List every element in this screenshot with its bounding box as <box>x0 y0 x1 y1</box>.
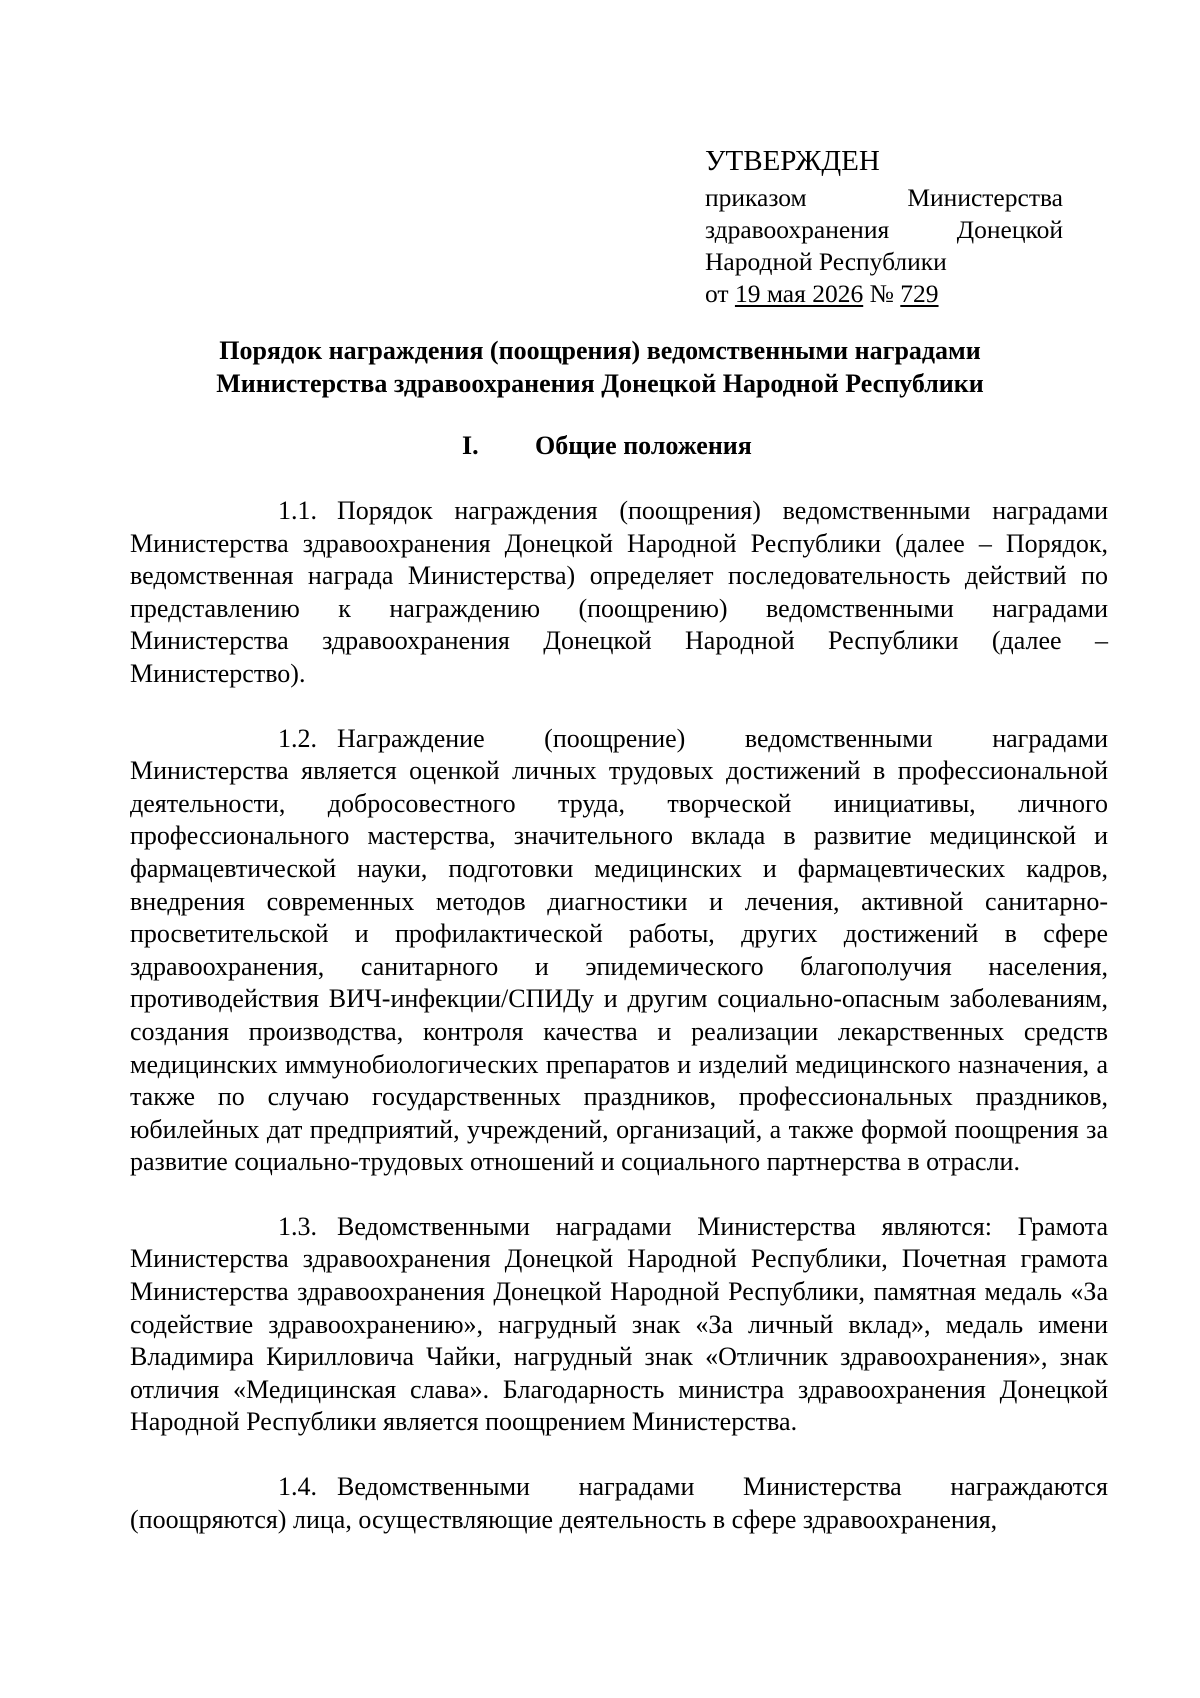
approval-date-line <box>705 278 1063 310</box>
approval-date-prefix: от <box>705 279 729 308</box>
approval-donetsk-word: Донецкой <box>956 215 1063 244</box>
section-title: Общие положения <box>535 431 752 460</box>
approval-block <box>705 142 1063 310</box>
document-body <box>130 495 1108 1568</box>
paragraph-number: 1.4. <box>278 1472 317 1502</box>
paragraph-text: Порядок награждения (поощрения) ведомственными наградами Министерства здравоохранения Донецкой Народной Республики (далее – Порядок, ведомственная награда Министерства) определяет последовательность действий по представлению к награждению (поощрению) ведомственными наградами Министерства здравоохранения Донецкой Народной Республики (далее – Министерство). <box>130 496 1108 688</box>
document-title-line-1: Порядок награждения (поощрения) ведомственными наградами <box>219 336 981 365</box>
approval-order-word: приказом <box>705 183 807 212</box>
approval-number-sign: № <box>869 279 894 308</box>
section-number: I. <box>462 431 479 460</box>
approval-line-2 <box>705 214 1063 246</box>
paragraph-text: Награждение (поощрение) ведомственными наградами Министерства является оценкой личных трудовых достижений в профессиональной деятельности, добросовестного труда, творческой инициативы, личного профессионального мастерства, значительного вклада в развитие медицинской и фармацевтической науки, подготовки медицинских и фармацевтических кадров, внедрения современных методов диагностики и лечения, активной санитарно-просветительской и профилактической работы, других достижений в сфере здравоохранения, санитарного и эпидемического благополучия населения, противодействия ВИЧ-инфекции/СПИДу и другим социально-опасным заболеваниям, создания производства, контроля качества и реализации лекарственных средств медицинских иммунобиологических препаратов и изделий медицинского назначения, а также по случаю государственных праздников, профессиональных праздников, юбилейных дат предприятий, учреждений, организаций, а также формой поощрения за развитие социально-трудовых отношений и социального партнерства в отрасли. <box>130 723 1108 1177</box>
paragraph-1-4 <box>130 1471 1108 1536</box>
paragraph-number: 1.1. <box>278 496 317 525</box>
approval-number: 729 <box>900 279 939 308</box>
document-title-line-2: Министерства здравоохранения Донецкой Народной Республики <box>216 369 984 398</box>
paragraph-text: Ведомственными наградами Министерства являются: Грамота Министерства здравоохранения Донецкой Народной Республики, Почетная грамота Министерства здравоохранения Донецкой Народной Республики, памятная медаль «За содействие здравоохранению», нагрудный знак «За личный вклад», медаль имени Владимира Кирилловича Чайки, нагрудный знак «Отличник здравоохранения», знак отличия «Медицинская слава». Благодарность министра здравоохранения Донецкой Народной Республики является поощрением Министерства. <box>130 1211 1108 1437</box>
paragraph-text: Ведомственными наградами Министерства награждаются (поощряются) лица, осуществляющие деятельность в сфере здравоохранения, <box>130 1472 1108 1534</box>
paragraph-1-1 <box>130 495 1108 691</box>
paragraph-1-2 <box>130 723 1108 1179</box>
document-title <box>130 334 1070 400</box>
approval-ministry-word: Министерства <box>907 183 1063 212</box>
paragraph-number: 1.2. <box>278 723 317 753</box>
approval-line-3: Народной Республики <box>705 247 947 276</box>
approval-health-word: здравоохранения <box>705 215 890 244</box>
approval-line-1 <box>705 182 1063 214</box>
paragraph-number: 1.3. <box>278 1211 317 1241</box>
approval-date: 19 мая 2026 <box>734 279 864 308</box>
approval-title: УТВЕРЖДЕН <box>705 145 880 177</box>
paragraph-1-3 <box>130 1211 1108 1439</box>
